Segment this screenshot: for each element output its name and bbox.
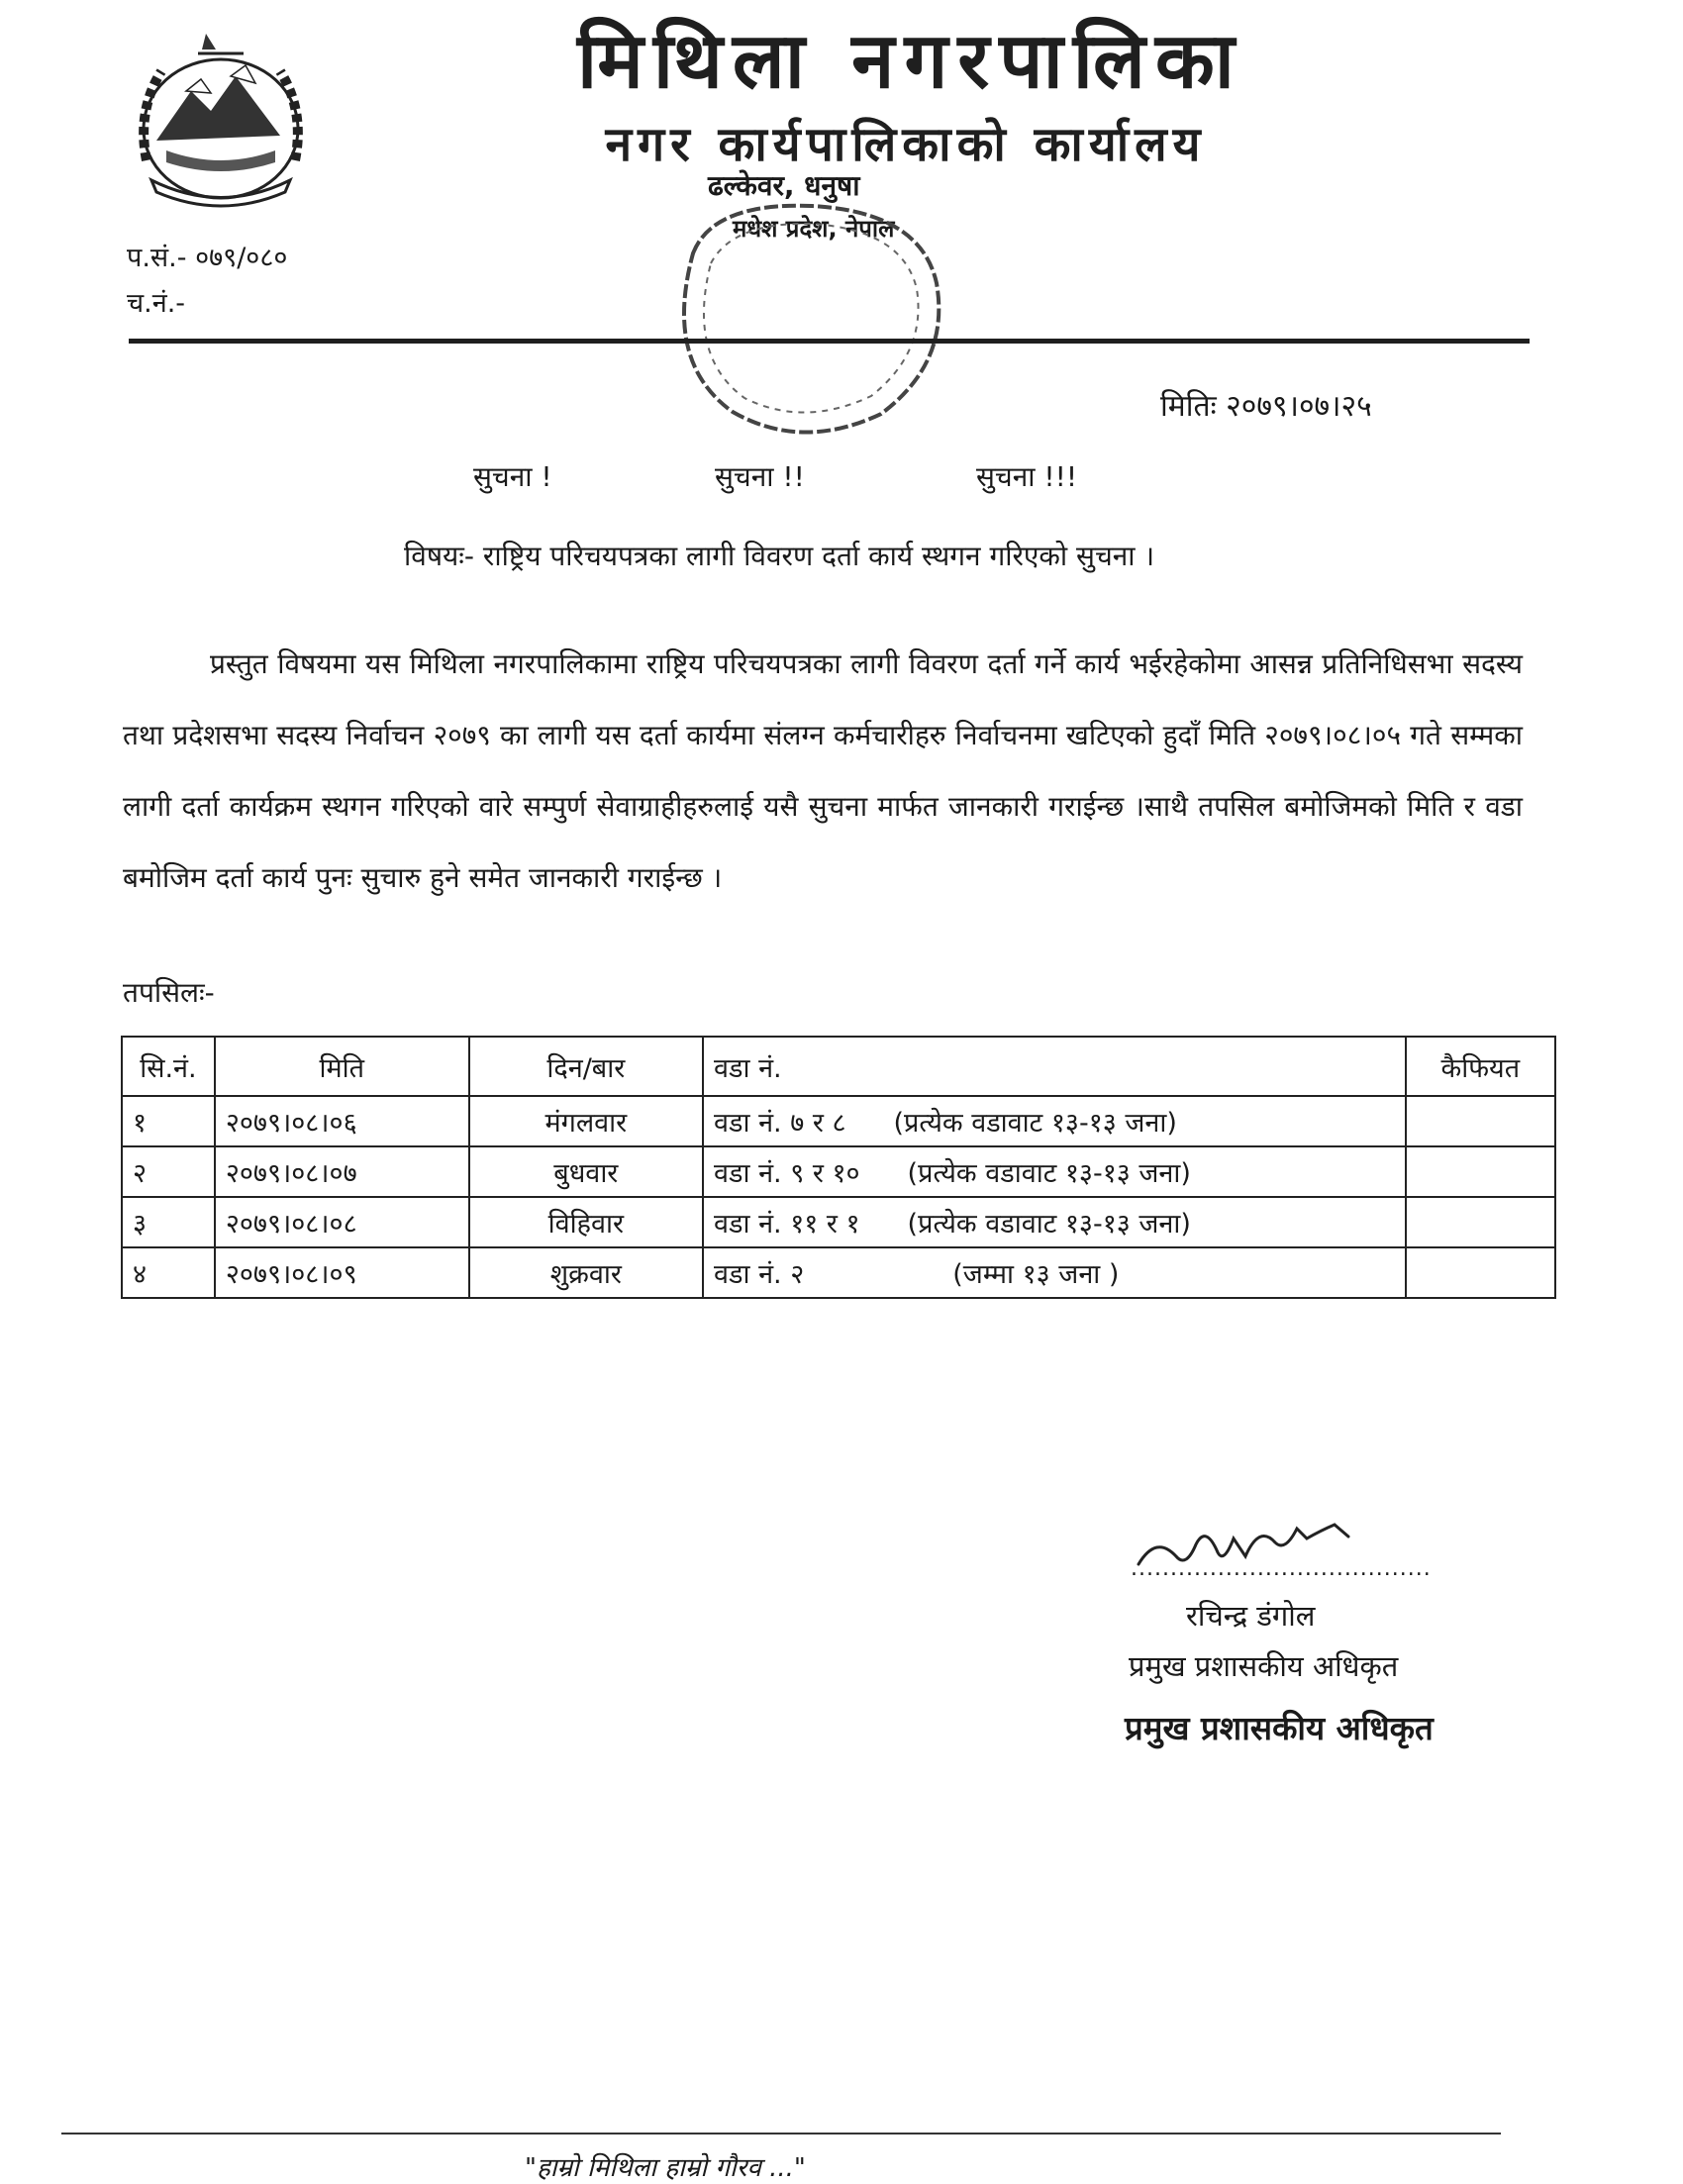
table-row — [122, 1197, 1555, 1247]
notice-heading-2: सुचना !! — [715, 460, 805, 493]
notice-heading-1: सुचना ! — [473, 460, 552, 493]
row-date: २०७९।०८।०६ — [215, 1096, 469, 1146]
signatory-designation: प्रमुख प्रशासकीय अधिकृत — [1129, 1649, 1399, 1683]
header-serial: सि.नं. — [122, 1037, 215, 1096]
notice-heading-3: सुचना !!! — [976, 460, 1078, 493]
notice-subject: विषयः- राष्ट्रिय परिचयपत्रका लागी विवरण दर्ता कार्य स्थगन गरिएको सुचना । — [404, 540, 1155, 572]
schedule-table — [121, 1036, 1556, 1299]
header-remarks: कैफियत — [1406, 1037, 1555, 1096]
municipality-title: मिथिला नगरपालिका — [577, 17, 1244, 106]
nepal-emblem-icon — [107, 22, 335, 220]
row-day: बुधवार — [469, 1146, 703, 1197]
header-date: मिति — [215, 1037, 469, 1096]
table-row — [122, 1096, 1555, 1146]
table-header-row — [122, 1037, 1555, 1096]
address-line-1: ढल्केवर, धनुषा — [708, 169, 860, 202]
row-ward — [703, 1146, 1406, 1197]
row-date: २०७९।०८।०९ — [215, 1247, 469, 1298]
row-ward — [703, 1197, 1406, 1247]
letter-date: मितिः २०७९।०७।२५ — [1160, 389, 1372, 424]
row-serial: ३ — [122, 1197, 215, 1247]
notice-body: प्रस्तुत विषयमा यस मिथिला नगरपालिकामा राष्ट्रिय परिचयपत्रका लागी विवरण दर्ता गर्ने कार्य भईरहेकोमा आसन्न प्रतिनिधिसभा सदस्य तथा प्रदेशसभा सदस्य निर्वाचन २०७९ का लागी यस दर्ता कार्यमा संलग्न कर्मचारीहरु निर्वाचनमा खटिएको हुदाँ मिति २०७९।०८।०५ गते सम्मका लागी दर्ता कार्यक्रम स्थगन गरिएको वारे सम्पुर्ण सेवाग्राहीहरुलाई यसै सुचना मार्फत जानकारी गराईन्छ ।साथै तपसिल बमोजिमको मिति र वडा बमोजिम दर्ता कार्य पुनः सुचारु हुने समेत जानकारी गराईन्छ । — [123, 647, 1523, 894]
row-serial: ४ — [122, 1247, 215, 1298]
table-row — [122, 1247, 1555, 1298]
row-serial: २ — [122, 1146, 215, 1197]
signature-line: ...................................... — [1131, 1556, 1432, 1581]
ward-note: (प्रत्येक वडावाट १३-१३ जना) — [907, 1158, 1191, 1189]
ward-numbers: वडा नं. २ — [714, 1259, 805, 1290]
dispatch-number: च.नं.- — [127, 288, 186, 319]
office-subtitle: नगर कार्यपालिकाको कार्यालय — [605, 117, 1207, 172]
signatory-name: रचिन्द्र डंगोल — [1186, 1599, 1316, 1633]
footer-divider — [61, 2133, 1501, 2134]
row-day: विहिवार — [469, 1197, 703, 1247]
office-stamp-icon — [653, 194, 950, 442]
row-ward — [703, 1096, 1406, 1146]
row-ward — [703, 1247, 1406, 1298]
address-line-2: मधेश प्रदेश, नेपाल — [733, 215, 895, 243]
designation-stamp: प्रमुख प्रशासकीय अधिकृत — [1125, 1709, 1434, 1747]
header-day: दिन/बार — [469, 1037, 703, 1096]
row-remarks — [1406, 1247, 1555, 1298]
ward-numbers: वडा नं. ११ र १ — [714, 1209, 860, 1240]
row-day: शुक्रवार — [469, 1247, 703, 1298]
row-remarks — [1406, 1146, 1555, 1197]
row-day: मंगलवार — [469, 1096, 703, 1146]
ward-numbers: वडा नं. ७ र ८ — [714, 1108, 846, 1139]
ward-note: (जम्मा १३ जना ) — [952, 1259, 1120, 1290]
ward-numbers: वडा नं. ९ र १० — [714, 1158, 860, 1189]
row-date: २०७९।०८।०८ — [215, 1197, 469, 1247]
row-remarks — [1406, 1197, 1555, 1247]
ward-note: (प्रत्येक वडावाट १३-१३ जना) — [893, 1108, 1177, 1139]
row-date: २०७९।०८।०७ — [215, 1146, 469, 1197]
schedule-label: तपसिलः- — [123, 976, 215, 1009]
header-ward: वडा नं. — [703, 1037, 1406, 1096]
header-divider — [129, 339, 1530, 344]
row-serial: १ — [122, 1096, 215, 1146]
reference-number: प.सं.- ०७९/०८० — [127, 243, 288, 273]
footer-slogan: "हाम्रो मिथिला हाम्रो गौरव ..." — [525, 2153, 806, 2183]
row-remarks — [1406, 1096, 1555, 1146]
table-row — [122, 1146, 1555, 1197]
ward-note: (प्रत्येक वडावाट १३-१३ जना) — [907, 1209, 1191, 1240]
